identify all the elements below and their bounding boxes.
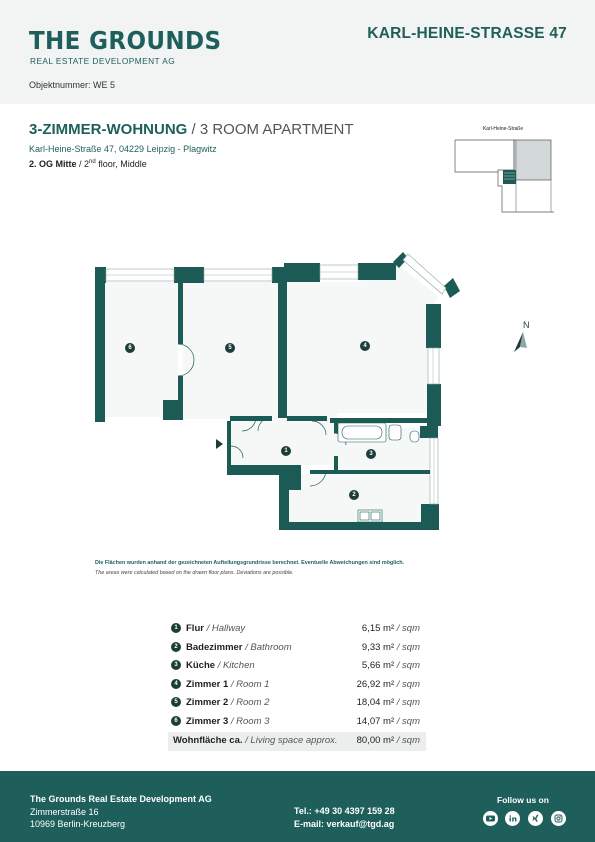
- room-area-value: 26,92 m²: [356, 678, 395, 690]
- footer-phone[interactable]: Tel.: +49 30 4397 159 28: [294, 806, 395, 816]
- footer-city: 10969 Berlin-Kreuzberg: [30, 819, 126, 829]
- room-name-en: / Room 1: [228, 678, 270, 690]
- footer-street: Zimmerstraße 16: [30, 807, 99, 817]
- logo-subtitle: REAL ESTATE DEVELOPMENT AG: [30, 56, 176, 66]
- room-name: [186, 642, 292, 653]
- room-area: [362, 623, 420, 634]
- room-name-de: Zimmer 2: [186, 697, 229, 708]
- room-marker-6: 6: [125, 343, 135, 353]
- table-row: [168, 639, 426, 658]
- room-area-value: 5,66 m²: [361, 660, 395, 671]
- xing-icon[interactable]: [528, 811, 543, 826]
- follow-us-label: Follow us on: [497, 795, 549, 805]
- apartment-title-sep: /: [187, 121, 200, 138]
- room-name-de: Küche: [186, 660, 216, 671]
- key-plan-drawing: [452, 126, 554, 216]
- floor-en-sup: nd: [89, 159, 96, 165]
- table-row: [168, 713, 426, 732]
- total-label: [173, 735, 338, 746]
- header: [0, 0, 595, 104]
- room-area: [362, 642, 420, 653]
- logo-title: THE GROUNDS: [29, 26, 222, 55]
- room-number-badge: 6: [171, 716, 181, 726]
- footer-email[interactable]: E-mail: verkauf@tgd.ag: [294, 819, 395, 829]
- room-name-de: Badezimmer: [186, 641, 243, 653]
- table-row: [168, 676, 426, 695]
- room-name: [186, 716, 269, 727]
- room-number-badge: 3: [171, 660, 181, 670]
- room-area-unit: / sqm: [394, 678, 420, 690]
- compass-label: N: [523, 320, 530, 330]
- key-plan-street-label: Karl-Heine-Straße: [482, 126, 524, 132]
- room-number-badge: 1: [171, 623, 181, 633]
- room-name-de: Zimmer 1: [186, 678, 229, 690]
- room-marker-3: 3: [366, 449, 376, 459]
- room-area-value: 18,04 m²: [356, 697, 395, 708]
- room-name: [186, 660, 255, 671]
- room-name-de: Zimmer 3: [186, 715, 229, 727]
- room-area-value: 14,07 m²: [356, 715, 395, 727]
- object-number: Objektnummer: WE 5: [29, 80, 116, 90]
- room-area: [357, 697, 420, 708]
- floor-en-rest: floor, Middle: [95, 159, 147, 169]
- room-area-value: 9,33 m²: [361, 641, 395, 653]
- total-label-en: / Living space approx.: [242, 735, 338, 746]
- room-area: [362, 660, 420, 671]
- room-area-unit: / sqm: [394, 660, 420, 671]
- floor-sep: /: [76, 159, 85, 169]
- linkedin-icon[interactable]: [505, 811, 520, 826]
- room-marker-4: 4: [360, 341, 370, 351]
- room-name-en: / Room 2: [228, 697, 270, 708]
- room-name: [186, 623, 245, 634]
- room-name-en: / Room 3: [228, 715, 270, 727]
- room-name-en: / Kitchen: [215, 660, 255, 671]
- room-area-unit: / sqm: [394, 641, 420, 653]
- room-name-de: Flur: [186, 623, 204, 634]
- footer: [0, 771, 595, 842]
- room-area-unit: / sqm: [394, 697, 420, 708]
- room-number-badge: 4: [171, 679, 181, 689]
- room-marker-1: 1: [281, 446, 291, 456]
- room-name: [186, 697, 269, 708]
- apartment-title: [29, 121, 353, 138]
- apartment-title-en: 3 ROOM APARTMENT: [199, 121, 354, 138]
- room-marker-5: 5: [225, 343, 235, 353]
- table-row: [168, 694, 426, 713]
- note-de: Die Flächen wurden anhand der gezeichneten Aufteilungsgrundrisse berechnet. Eventuelle Abweichungen sind möglich.: [95, 560, 405, 566]
- table-row: [168, 620, 426, 639]
- room-number-badge: 5: [171, 697, 181, 707]
- apartment-floor: [29, 159, 147, 169]
- floor-en-num: 2: [84, 159, 90, 169]
- total-area-unit: / sqm: [394, 735, 420, 746]
- room-area-table: [168, 620, 426, 751]
- room-marker-2: 2: [349, 490, 359, 500]
- floor-plan: [90, 238, 530, 538]
- floor-de: 2. OG Mitte: [29, 159, 77, 169]
- total-area: [357, 735, 420, 746]
- instagram-icon[interactable]: [551, 811, 566, 826]
- street-title: KARL-HEINE-STRASSE 47: [367, 25, 567, 42]
- key-plan: [452, 126, 554, 216]
- youtube-icon[interactable]: [483, 811, 498, 826]
- room-name-en: / Hallway: [203, 623, 246, 634]
- room-area-unit: / sqm: [394, 623, 420, 634]
- total-area-value: 80,00 m²: [356, 735, 395, 746]
- apartment-address: Karl-Heine-Straße 47, 04229 Leipzig - Plagwitz: [29, 144, 217, 154]
- room-name: [186, 679, 269, 690]
- room-number-badge: 2: [171, 642, 181, 652]
- room-area: [357, 679, 420, 690]
- table-row: [168, 657, 426, 676]
- footer-company: The Grounds Real Estate Development AG: [30, 794, 212, 804]
- total-label-de: Wohnfläche ca.: [173, 735, 243, 746]
- room-name-en: / Bathroom: [242, 641, 292, 653]
- apartment-title-de: 3-ZIMMER-WOHNUNG: [29, 121, 188, 138]
- note-en: The areas were calculated based on the drawn floor plans. Deviations are possible.: [95, 570, 294, 576]
- floor-plan-drawing: [90, 238, 530, 538]
- room-area: [357, 716, 420, 727]
- room-area-value: 6,15 m²: [361, 623, 395, 634]
- total-row: [168, 732, 426, 751]
- room-area-unit: / sqm: [394, 715, 420, 727]
